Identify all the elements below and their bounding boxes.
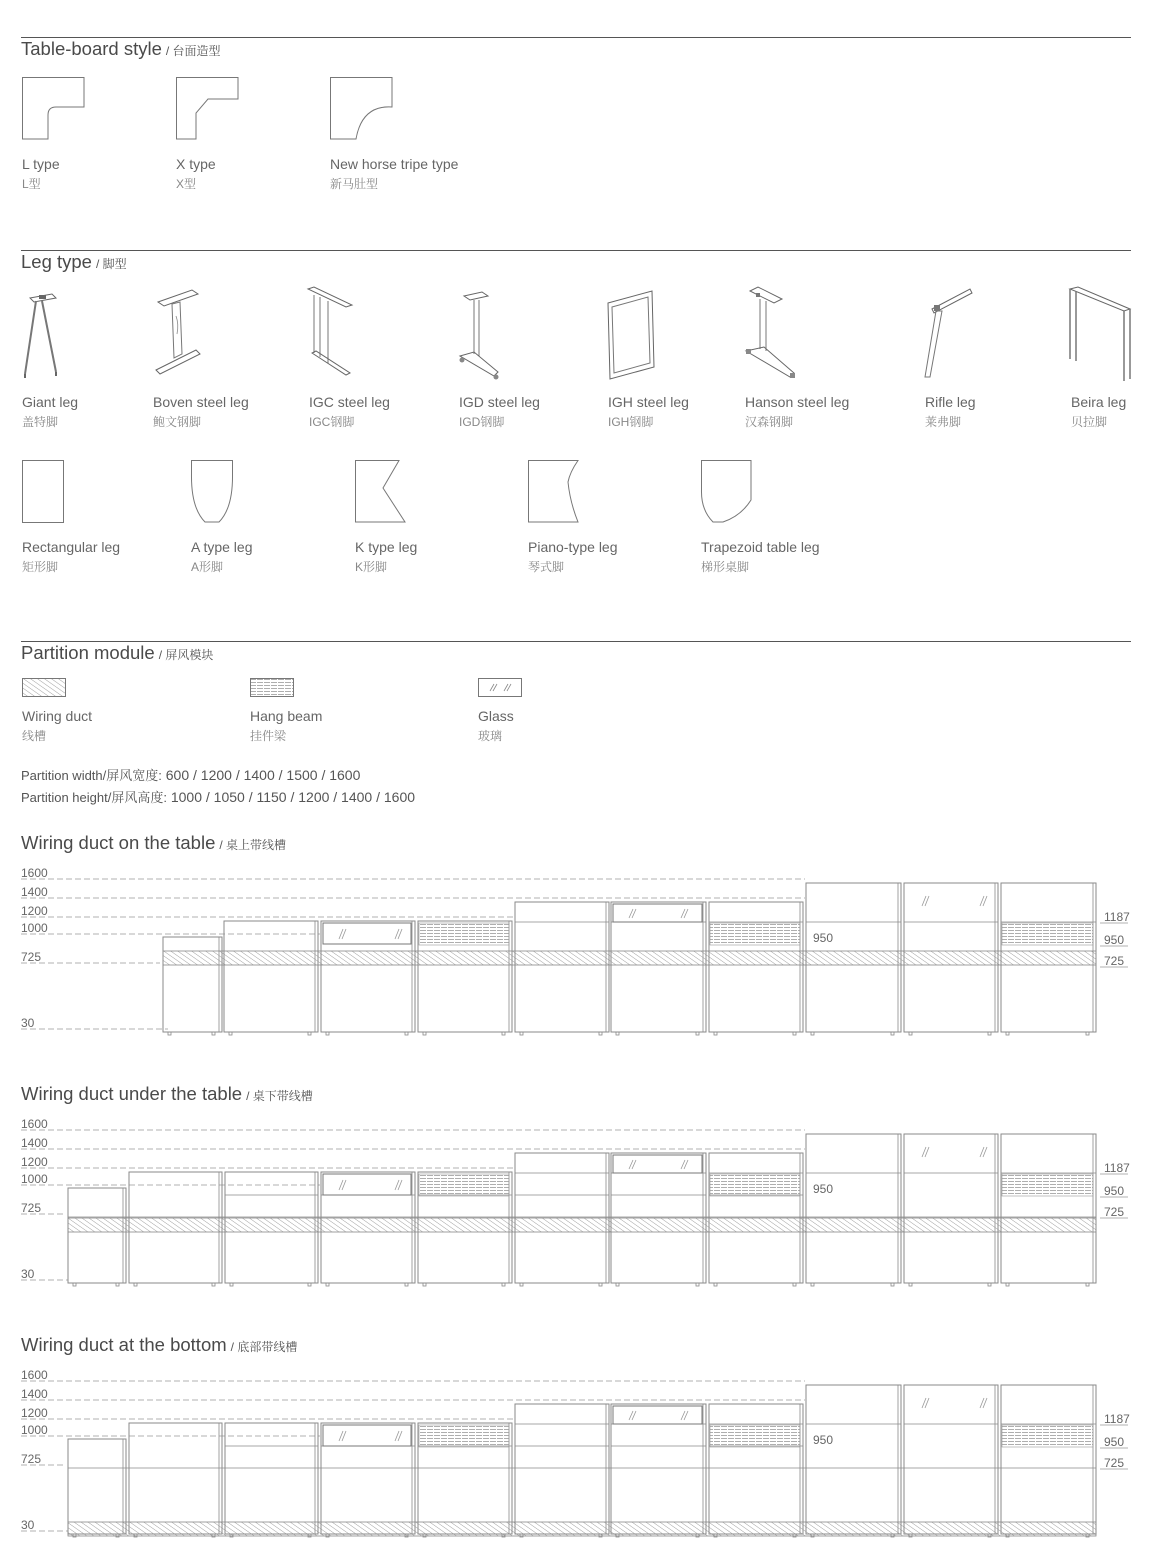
leg-item-a-type: A type leg A形脚	[191, 539, 253, 574]
leg-item-beira: Beira leg 贝拉脚	[1071, 394, 1127, 429]
partition-panel	[68, 1188, 126, 1283]
glass-module	[323, 923, 411, 944]
level-label-1600: 1600	[21, 866, 48, 880]
glass-module	[613, 1406, 702, 1424]
hang-beam-module	[1002, 923, 1093, 945]
beira-leg-icon	[1068, 287, 1132, 383]
level-label-1200: 1200	[21, 1155, 48, 1169]
tableboard-item-x: X type X型	[176, 156, 216, 191]
level-label-725: 725	[21, 950, 42, 964]
level-label-725: 725	[21, 1452, 42, 1466]
partition-panel	[709, 1404, 803, 1534]
rectangular-leg-icon	[22, 460, 64, 523]
partition-panel	[1001, 1385, 1096, 1534]
right-level-label-1187: 1187	[1104, 1161, 1130, 1175]
partition-panel	[68, 1439, 126, 1534]
partition-item-glass: Glass 玻璃	[478, 708, 514, 743]
inner-950-label: 950	[813, 1433, 834, 1447]
glass-swatch-icon	[478, 678, 522, 697]
right-level-label-725: 725	[1104, 1456, 1125, 1470]
hang-beam-module	[710, 923, 800, 945]
legs-title: Leg type / 脚型	[21, 251, 127, 272]
glass-module	[323, 1174, 411, 1195]
elevation-under-table	[0, 1117, 1150, 1297]
level-label-1400: 1400	[21, 885, 48, 899]
l-type-icon	[22, 77, 85, 140]
level-label-1600: 1600	[21, 1117, 48, 1131]
level-label-1200: 1200	[21, 904, 48, 918]
elevation-title-under: Wiring duct under the table / 桌下带线槽	[21, 1083, 313, 1104]
giant-leg-icon	[22, 292, 62, 380]
partition-panel	[806, 1385, 901, 1534]
inner-950-label: 950	[813, 1182, 834, 1196]
level-label-1000: 1000	[21, 1423, 48, 1437]
partition-title: Partition module / 屏风模块	[21, 642, 214, 663]
leg-item-hanson: Hanson steel leg 汉森钢脚	[745, 394, 850, 429]
leg-item-igc: IGC steel leg IGC钢脚	[309, 394, 390, 429]
hang-beam-module	[710, 1425, 800, 1447]
level-label-1200: 1200	[21, 1406, 48, 1420]
leg-item-piano: Piano-type leg 琴式脚	[528, 539, 618, 574]
hang-beam-module	[1002, 1425, 1093, 1447]
boven-steel-leg-icon	[152, 288, 204, 376]
partition-panel	[1001, 1134, 1096, 1283]
partition-panel	[321, 921, 415, 1032]
right-level-label-950: 950	[1104, 1435, 1125, 1449]
level-label-1000: 1000	[21, 921, 48, 935]
partition-panel	[904, 1385, 998, 1534]
tableboard-item-l: L type L型	[22, 156, 60, 191]
wiring-duct-band	[68, 1218, 1096, 1232]
partition-panel	[321, 1423, 415, 1534]
leg-item-giant: Giant leg 盖特脚	[22, 394, 79, 429]
inner-950-label: 950	[813, 931, 834, 945]
hanson-steel-leg-icon	[742, 287, 800, 381]
right-level-label-1187: 1187	[1104, 1412, 1130, 1426]
igd-steel-leg-icon	[458, 292, 504, 380]
wiring-duct-swatch-icon	[22, 678, 66, 697]
leg-item-rectangular: Rectangular leg 矩形脚	[22, 539, 121, 574]
new-horse-tripe-type-icon	[330, 77, 393, 140]
leg-item-rifle: Rifle leg 莱弗脚	[925, 394, 976, 429]
wiring-duct-band	[163, 951, 1096, 965]
level-label-1400: 1400	[21, 1136, 48, 1150]
partition-panel	[129, 1423, 222, 1534]
k-type-leg-icon	[355, 460, 407, 523]
hang-beam-module	[419, 923, 509, 945]
partition-panel	[806, 1134, 901, 1283]
partition-panel	[225, 1423, 318, 1534]
leg-item-trapezoid: Trapezoid table leg 梯形桌脚	[701, 539, 820, 574]
glass-module	[323, 1425, 411, 1446]
partition-height-spec: Partition height/屏风高度: 1000 / 1050 / 1150 / 1200 / 1400 / 1600	[21, 789, 416, 805]
hang-beam-module	[710, 1174, 800, 1196]
level-label-1400: 1400	[21, 1387, 48, 1401]
x-type-icon	[176, 77, 239, 140]
partition-item-wiring-duct: Wiring duct 线槽	[22, 708, 93, 743]
hang-beam-module	[419, 1425, 509, 1447]
partition-item-hang-beam: Hang beam 挂件梁	[250, 708, 323, 743]
glass-module	[613, 904, 702, 922]
wiring-duct-band	[68, 1522, 1096, 1536]
right-level-label-950: 950	[1104, 1184, 1125, 1198]
trapezoid-table-leg-icon	[701, 460, 753, 523]
partition-panel	[515, 902, 609, 1032]
hang-beam-module	[419, 1174, 509, 1196]
piano-type-leg-icon	[528, 460, 580, 523]
leg-item-boven: Boven steel leg 鲍文钢脚	[153, 394, 249, 429]
level-label-30: 30	[21, 1267, 35, 1281]
level-label-30: 30	[21, 1518, 35, 1532]
leg-item-igh: IGH steel leg IGH钢脚	[608, 394, 689, 429]
leg-item-k-type: K type leg K形脚	[355, 539, 418, 574]
partition-panel	[904, 1134, 998, 1283]
partition-panel	[709, 902, 803, 1032]
tableboard-item-horse: New horse tripe type 新马肚型	[330, 156, 459, 191]
elevation-title-on: Wiring duct on the table / 桌上带线槽	[21, 832, 287, 853]
elevation-title-bottom: Wiring duct at the bottom / 底部带线槽	[21, 1334, 298, 1355]
hang-beam-module	[1002, 1174, 1093, 1196]
a-type-leg-icon	[191, 460, 233, 523]
hang-beam-swatch-icon	[250, 678, 294, 697]
right-level-label-725: 725	[1104, 954, 1125, 968]
right-level-label-1187: 1187	[1104, 910, 1130, 924]
igh-steel-leg-icon	[606, 289, 656, 381]
level-label-725: 725	[21, 1201, 42, 1215]
rifle-leg-icon	[922, 287, 974, 379]
level-label-1600: 1600	[21, 1368, 48, 1382]
elevation-on-table	[0, 866, 1150, 1046]
right-level-label-725: 725	[1104, 1205, 1125, 1219]
partition-panel	[515, 1404, 609, 1534]
igc-steel-leg-icon	[306, 287, 354, 379]
glass-module	[613, 1155, 702, 1173]
partition-panel	[224, 921, 318, 1032]
partition-width-spec: Partition width/屏风宽度: 600 / 1200 / 1400 / 1500 / 1600	[21, 767, 361, 783]
leg-item-igd: IGD steel leg IGD钢脚	[459, 394, 540, 429]
tableboard-title: Table-board style / 台面造型	[21, 38, 221, 59]
level-label-1000: 1000	[21, 1172, 48, 1186]
right-level-label-950: 950	[1104, 933, 1125, 947]
level-label-30: 30	[21, 1016, 35, 1030]
elevation-bottom	[0, 1368, 1150, 1540]
